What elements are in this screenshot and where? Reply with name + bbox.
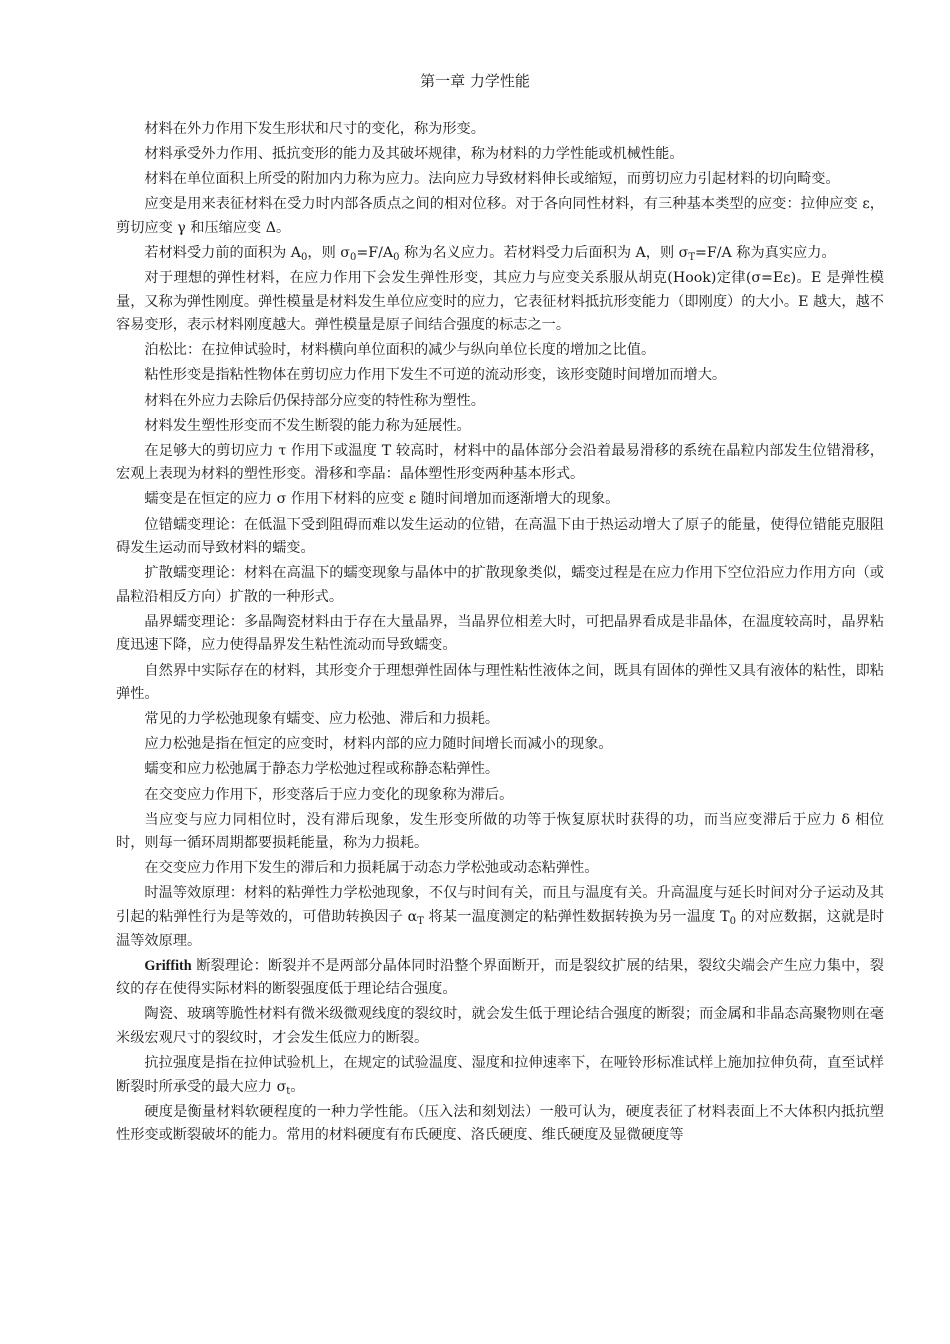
paragraph: 应力松弛是指在恒定的应变时，材料内部的应力随时间增长而减小的现象。 xyxy=(144,736,613,753)
paragraph xyxy=(116,955,884,1002)
paragraph: 常见的力学松弛现象有蠕变、应力松弛、滞后和力损耗。 xyxy=(144,711,500,728)
paragraph: 当应变与应力同相位时，没有滞后现象，发生形变所做的功等于恢复原状时获得的功，而当应变滞后于应力 δ 相位时，则每一循环周期都要损耗能量，称为力损耗。 xyxy=(116,811,884,852)
subscript: 0 xyxy=(349,251,357,263)
text-run: 的对应数据，这就是时温等效原理。 xyxy=(116,909,885,949)
document-body xyxy=(116,118,884,1149)
paragraph: 泊松比：在拉伸试验时，材料横向单位面积的减少与纵向单位长度的增加之比值。 xyxy=(144,342,656,359)
bold-term: Griffith xyxy=(144,957,192,974)
paragraph: 陶瓷、玻璃等脆性材料有微米级微观线度的裂纹时，就会发生低于理论结合强度的断裂；而金属和非晶态高聚物则在毫米级宏观尺寸的裂纹时，才会发生低应力的断裂。 xyxy=(116,1006,884,1046)
subscript: T xyxy=(417,916,424,927)
text-run: ，则 σ xyxy=(307,244,350,261)
paragraph: 材料承受外力作用、抵抗变形的能力及其破坏规律，称为材料的力学性能或机械性能。 xyxy=(144,146,684,163)
subscript: 0 xyxy=(729,916,737,927)
paragraph: 对于理想的弹性材料，在应力作用下会发生弹性形变，其应力与应变关系服从胡克(Hook)定律(σ=Eε)。E 是弹性模量，又称为弹性刚度。弹性模量是材料发生单位应变时的应力，它表征材料抵抗形变能力（即刚度）的大小。E 越大，越不容易变形，表示材料刚度越大。弹性模量是原子间结合强度的标志之一。 xyxy=(116,270,884,334)
text-run: 若材料受力前的面积为 A xyxy=(144,244,302,261)
subscript: 0 xyxy=(393,251,400,263)
paragraph: 材料发生塑性形变而不发生断裂的能力称为延展性。 xyxy=(144,417,471,434)
paragraph: 自然界中实际存在的材料，其形变介于理想弹性固体与理性粘性液体之间，既具有固体的弹性又具有液体的粘性，即粘弹性。 xyxy=(116,662,884,703)
text-run: 。 xyxy=(290,1078,305,1095)
paragraph: 应变是用来表征材料在受力时内部各质点之间的相对位移。对于各向同性材料，有三种基本类型的应变：拉伸应变 ε， 剪切应变 γ 和压缩应变 Δ。 xyxy=(116,196,884,236)
text-run: 称为名义应力。若材料受力后面积为 A，则 σ xyxy=(399,244,689,261)
paragraph: 在足够大的剪切应力 τ 作用下或温度 T 较高时，材料中的晶体部分会沿着最易滑移的系统在晶粒内部发生位错滑移，宏观上表现为材料的塑性形变。滑移和孪晶：晶体塑性形变两种基本形式。 xyxy=(116,442,884,483)
text-run: =F/A 称为真实应力。 xyxy=(695,244,836,261)
subscript: T xyxy=(688,251,696,263)
paragraph: 粘性形变是指粘性物体在剪切应力作用下发生不可逆的流动形变，该形变随时间增加而增大。 xyxy=(144,367,727,384)
paragraph xyxy=(116,882,884,953)
text-run: =F/A xyxy=(356,244,394,261)
text-run: 断裂理论：断裂并不是两部分晶体同时沿整个界面断开，而是裂纹扩展的结果，裂纹尖端会产生应力集中，裂纹的存在使得实际材料的断裂强度低于理论结合强度。 xyxy=(116,957,884,998)
paragraph: 在交变应力作用下发生的滞后和力损耗属于动态力学松弛或动态粘弹性。 xyxy=(144,860,599,877)
paragraph: 晶界蠕变理论：多晶陶瓷材料由于存在大量晶界，当晶界位相差大时，可把晶界看成是非晶体，在温度较高时，晶界粘度迅速下降，应力使得晶界发生粘性流动而导致蠕变。 xyxy=(116,613,884,654)
paragraph: 扩散蠕变理论：材料在高温下的蠕变现象与晶体中的扩散现象类似，蠕变过程是在应力作用下空位沿应力作用方向（或晶粒沿相反方向）扩散的一种形式。 xyxy=(116,565,884,605)
paragraph: 位错蠕变理论：在低温下受到阻碍而难以发生运动的位错，在高温下由于热运动增大了原子的能量，使得位错能克服阻碍发生运动而导致材料的蠕变。 xyxy=(116,516,884,557)
subscript: t xyxy=(286,1085,291,1097)
paragraph: 材料在外力作用下发生形状和尺寸的变化，称为形变。 xyxy=(144,121,485,137)
subscript: 0 xyxy=(301,251,308,263)
text-run: 时温等效原理：材料的粘弹性力学松弛现象，不仅与时间有关，而且与温度有关。升高温度与延长时间对分子运动及其引起的粘弹性行为是等效的，可借助转换因子 α xyxy=(116,885,884,925)
paragraph: 在交变应力作用下，形变落后于应力变化的现象称为滞后。 xyxy=(144,786,514,803)
paragraph: 蠕变和应力松弛属于静态力学松弛过程或称静态粘弹性。 xyxy=(144,761,500,778)
paragraph xyxy=(116,1052,884,1099)
chapter-title: 第一章 力学性能 xyxy=(420,72,530,90)
paragraph: 材料在外应力去除后仍保持部分应变的特性称为塑性。 xyxy=(144,392,485,409)
text-run: 抗拉强度是指在拉伸试验机上，在规定的试验温度、湿度和拉伸速率下，在哑铃形标准试样上施加拉伸负荷，直至试样断裂时所承受的最大应力 σ xyxy=(116,1055,884,1095)
paragraph: 材料在单位面积上所受的附加内力称为应力。法向应力导致材料伸长或缩短，而剪切应力引起材料的切向畸变。 xyxy=(144,171,840,188)
text-run: 将某一温度测定的粘弹性数据转换为另一温度 T xyxy=(423,909,730,925)
paragraph: 硬度是衡量材料软硬程度的一种力学性能。（压入法和刻划法）一般可认为，硬度表征了材料表面上不大体积内抵抗塑性形变或断裂破坏的能力。常用的材料硬度有布氏硬度、洛氏硬度、维氏硬度及显微硬度等 xyxy=(116,1103,884,1144)
paragraph xyxy=(116,242,884,266)
paragraph: 蠕变是在恒定的应力 σ 作用下材料的应变 ε 随时间增加而逐渐增大的现象。 xyxy=(144,491,620,508)
